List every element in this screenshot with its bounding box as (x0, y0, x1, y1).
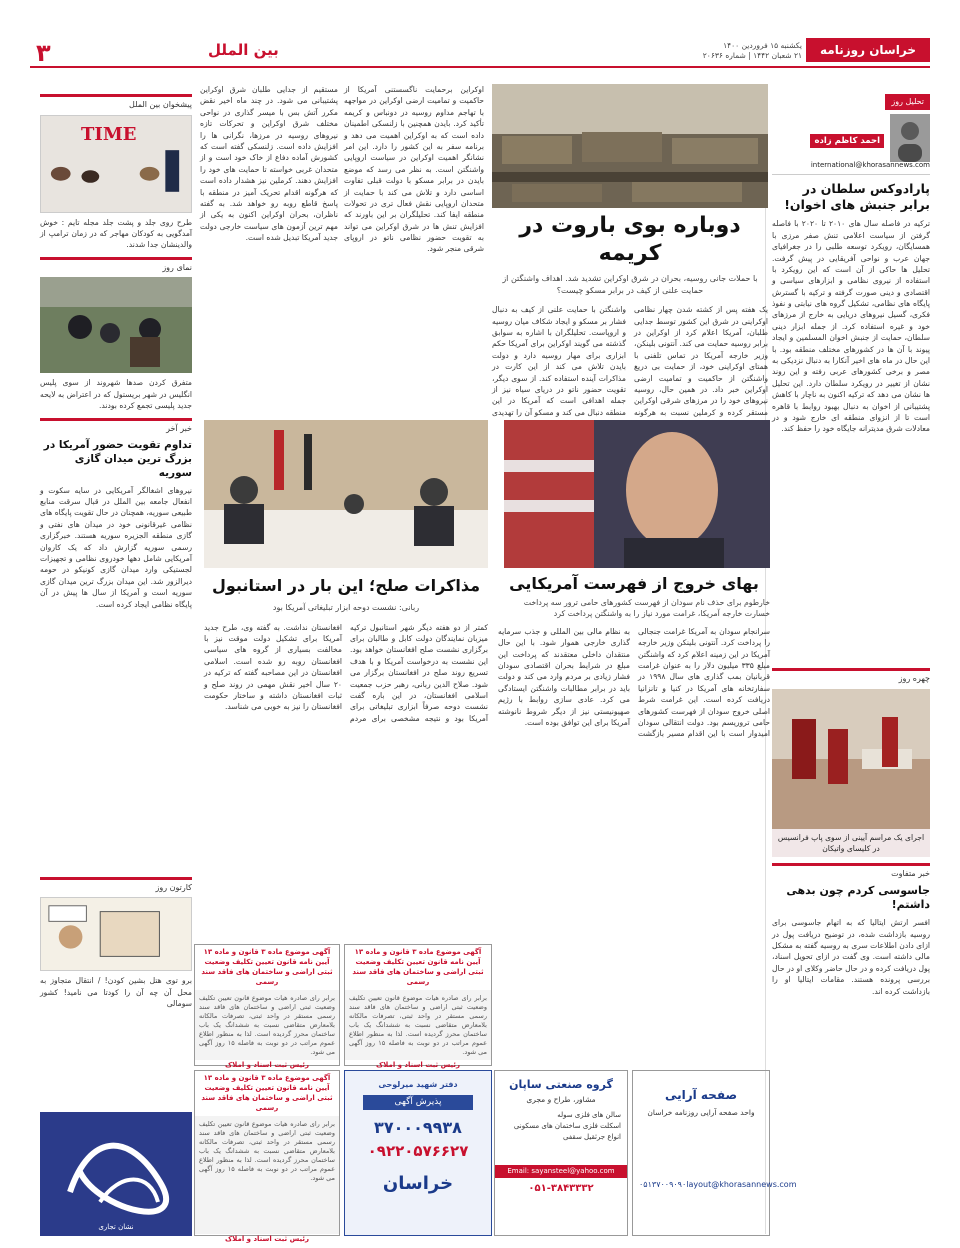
view-of-day-caption: متفرق کردن صدها شهروند از سوی پلیس انگلیس در شهر بریستول که در اعتراض به لایحه جدید پلیسی تجمع کرده بودند. (40, 378, 192, 411)
page-header (30, 34, 930, 81)
author-name: احمد کاظم زاده (810, 134, 884, 148)
time-caption: طرح روی جلد و پشت جلد مجله تایم : خوش آمدگویی به کودکان مهاجر که در زمان ترامپ از والدینشان جدا شدند. (40, 217, 192, 250)
pope-photo (772, 689, 930, 829)
column-3 (344, 84, 484, 398)
international-desk-label: پیشخوان بین الملل (40, 94, 192, 111)
column-world-news (40, 94, 192, 1009)
page-number: ۳ (36, 39, 51, 67)
main-story (492, 212, 768, 444)
column-4-body: مستقیم از جدایی طلبان شرق اوکراین پشتیبانی می شود. در چند ماه اخیر نقض مکرر آتش بس با میسر گذاری در نواحی مختلف شرق اوکراین و تحرکات تازه نیروهای روسیه در مرزها، نگرانی ها را افزایش داده است. زلنسکی گفته است که کشورش آماده دفاع از خاک خود است و از متحدان غربی خواسته تا حمایت های خود را افزایش دهند. کرملین نیز هشدار داده است که هرگونه اقدام تحریک آمیز در منطقه با پاسخ قاطع روبه رو خواهد شد. به گفته ناظران، بحران اوکراین اکنون به یکی از مهم ترین آزمون های سیاست خارجی دولت جدید آمریکا تبدیل شده است. (200, 85, 338, 243)
istanbul-headline: مذاکرات صلح؛ این بار در استانبول (212, 576, 480, 595)
person-icon (890, 114, 930, 162)
cartoon-label: کارتون روز (40, 877, 192, 894)
legal-notice-top-left: آگهی موضوع ماده ۳ قانون و ماده ۱۳ آیین نامه قانون تعیین تکلیف وضعیت ثبتی اراضی و ساختمان های فاقد سند رسمی برابر رای صادره هیات موضوع قانون تعیین تکلیف وضعیت ثبتی اراضی و ساختمان های فاقد سند رسمی مستقر در واحد ثبتی، تصرفات مالکانه بلامعارض متقاضی نسبت به ششدانگ یک باب ساختمان محرز گردیده است. لذا به منظور اطلاع عموم مراتب در دو نوبت به فاصله ۱۵ روز آگهی می شود. رئیس ثبت اسناد و املاک (194, 944, 340, 1066)
tanks-photo (492, 84, 768, 208)
different-news-title: جاسوسی کردم چون بدهی داشتم! (786, 883, 930, 912)
section-title: بین الملل (208, 41, 279, 59)
bristol-protest-photo (40, 277, 192, 373)
layout-phone: ۰۵۱۳۷۰۰۹۰۹۰ layout@khorasannews.com (639, 1180, 797, 1190)
sudan-body: سرانجام سودان به آمریکا غرامت جنجالی را پرداخت کرد. آنتونی بلینکن وزیر خارجه آمریکا در این زمینه اعلام کرد که واشنگتن مبلغ ۳۳۵ میلیون دلار را به عنوان غرامت قربانیان بمب گذاری های سال ۱۹۹۸ در سفارتخانه های آمریکا در کنیا و تانزانیا دریافت کرده است. این غرامت شرط اصلی خروج سودان از فهرست کشورهای حامی تروریسم بود. دولت انتقالی سودان امیدوار است با این اقدام مسیر بازگشت به نظام مالی بین المللی و جذب سرمایه گذاری خارجی هموار شود. با این حال منتقدان داخلی معتقدند که پرداخت این مبلغ در شرایط بحران اقتصادی سودان فشار زیادی بر مردم وارد می کند و دولت باید در برابر مطالبات واشنگتن ایستادگی می کرد. عادی سازی روابط با رژیم صهیونیستی نیز از دیگر شروط نانوشته آمریکا برای این توافق بوده است. (498, 626, 770, 739)
blinken-photo (504, 420, 770, 568)
view-of-day-label: نمای روز (40, 257, 192, 274)
issue-date: یکشنبه ۱۵ فروردین ۱۴۰۰ ۲۱ شعبان ۱۴۴۲ | شماره ۲۰۶۳۶ (702, 41, 802, 61)
analysis-title: پارادوکس سلطان در برابر جنبش های اخوان! (772, 174, 930, 215)
istanbul-meeting-photo (204, 420, 488, 568)
ad-phone-2: ۰۹۲۲۰۵۷۶۶۲۷ (367, 1141, 469, 1160)
time-magazine-cover (40, 115, 192, 213)
sudan-headline: بهای خروج از فهرست آمریکایی (509, 574, 759, 593)
magazine-title: TIME (81, 123, 137, 145)
different-news-body: افسر ارتش ایتالیا که به اتهام جاسوسی برای روسیه بازداشت شده، در توضیح دریافت پول در ازای دادن اطلاعات سری به روسیه گفته به مشکل مالی داشته است. وی گفت در ازای تحویل اسناد، پول دریافت کرده و در حال حاضر وکلای او در حال بررسی پرونده هستند. مقامات ایتالیا او را بازداشت کرده اند. (772, 918, 930, 996)
istanbul-body: کمتر از دو هفته دیگر شهر استانبول ترکیه میزبان نمایندگان دولت کابل و طالبان برای برگزاری نشست صلح افغانستان خواهد بود. این نشست به درخواست آمریکا و با هدف تسریع روند صلح در افغانستان برگزار می شود. صلاح الدین ربانی، رهبر حزب جمعیت اسلامی افغانستان، در این باره گفت نشست دوحه صرفاً ابزاری تبلیغاتی برای آمریکا بود و نتیجه مشخصی برای مردم افغانستان نداشت. به گفته وی، طرح جدید آمریکا برای تشکیل دولت موقت نیز با مخالفت بسیاری از گروه های سیاسی افغانستان روبه رو شده است. اسلامی افغانستان در این مصاحبه گفته که ترکیه در ۲۰ سال اخیر نقش مهمی در روند صلح و ثبات افغانستان داشته و ساختار حکومت افغانستان را نیز به خوبی می شناسد. (204, 622, 488, 723)
calligraphy-icon (40, 1112, 192, 1236)
istanbul-story (204, 576, 488, 940)
legal-notice-top-right: آگهی موضوع ماده ۳ قانون و ماده ۱۳ آیین نامه قانون تعیین تکلیف وضعیت ثبتی اراضی و ساختمان های فاقد سند رسمی برابر رای صادره هیات موضوع قانون تعیین تکلیف وضعیت ثبتی اراضی و ساختمان های فاقد سند رسمی مستقر در واحد ثبتی، تصرفات مالکانه بلامعارض متقاضی نسبت به ششدانگ یک باب ساختمان محرز گردیده است. لذا به منظور اطلاع عموم مراتب در دو نوبت به فاصله ۱۵ روز آگهی می شود. رئیس ثبت اسناد و املاک (344, 944, 492, 1066)
legal-notice-bottom-left: آگهی موضوع ماده ۳ قانون و ماده ۱۳ آیین نامه قانون تعیین تکلیف وضعیت ثبتی اراضی و ساختمان های فاقد سند رسمی برابر رای صادره هیات موضوع قانون تعیین تکلیف وضعیت ثبتی اراضی و ساختمان های فاقد سند رسمی مستقر در واحد ثبتی، تصرفات مالکانه بلامعارض متقاضی نسبت به ششدانگ یک باب ساختمان محرز گردیده است. لذا به منظور اطلاع عموم مراتب در دو نوبت به فاصله ۱۵ روز آگهی می شود. رئیس ثبت اسناد و املاک (194, 1070, 340, 1236)
last-news-title: تداوم تقویت حضور آمریکا در بزرگ ترین میدان گازی سوریه (43, 439, 192, 480)
khorasan-brand: خراسان (382, 1172, 454, 1194)
ad-office-box: دفتر شهید میرلوحی پذیرش آگهی ۳۷۰۰۰۹۹۳۸ ۰۹۲۲۰۵۷۶۶۲۷ خراسان (344, 1070, 492, 1236)
last-news-label: خبر آخر (40, 418, 192, 435)
face-of-day-caption: اجرای یک مراسم آیینی از سوی پاپ فرانسیس در کلیسای واتیکان (772, 829, 930, 857)
analysis-body: ترکیه در فاصله سال های ۲۰۱۰ تا ۲۰۲۰ با فاصله گرفتن از سیاست اعلامی تنش صفر مرزی با همسایگان، رویکرد توسعه طلبی را در جغرافیای جهان عرب و نواحی آفریقایی در پیش گرفت. تحلیل ها حاکی از آن است که این رویکرد با استفاده از نیروی نظامی و ابزارهای سیاسی و اقتصادی و دینی صورت گرفته و ترکیه با گسترش پایگاه های نظامی، تشکیل گروه های نیابتی و نفوذ فکری، گسیل نیروهای دریایی به خارج از مرزهای خود و غیره استفاده کرد. از جمله ابزار دینی سلطان، حمایت از جنبش اخوان المسلمین و ایجاد پیوند با آن ها در کشورهای مختلف منطقه بود. با این حال در ماه های اخیر آنکارا به دنبال نزدیکی به مصر و برخی کشورهای عربی رفته و این روند نشان از تغییر در رویکرد سلطان دارد. این تحلیل ها نشان می دهد که ترکیه اکنون به ناچار با کاهش پشتیبانی از اخوان به دنبال بهبود روابط با قاهره است تا از انزوای منطقه ای خارج شود و در معادلات شرق مدیترانه جایگاه خود را حفظ کند. (772, 219, 930, 434)
author-avatar (890, 114, 930, 162)
main-body: یک هفته پس از کشته شدن چهار نظامی اوکراینی در شرق این کشور توسط جدایی طلبان، آمریکا اعلام کرد از اوکراین در برابر روسیه حمایت می کند. آنتونی بلینکن، وزیر خارجه آمریکا در تماس تلفنی با همتای اوکراینی خود، از حمایت بی دریغ واشنگتن از حاکمیت و تمامیت ارضی اوکراین خبر داد. در همین حال، روسیه نیروهای خود را در مرزهای شرقی اوکراین مستقر کرده و کرملین نسبت به هرگونه واشنگتن با حمایت علنی از کیف به دنبال فشار بر مسکو و ایجاد شکاف میان روسیه و اروپاست. تحلیلگران با اشاره به سوابق گذشته می گویند اوکراین برای آمریکا حکم ابزاری برای مهار روسیه دارد و دولت بایدن تلاش می کند از این کارت در مذاکرات آینده استفاده کند. از سوی دیگر، تقویت حضور ناتو در دریای سیاه نیز از جمله اهدافی است که آمریکا در این منطقه دنبال می کند و مسکو آن را تهدیدی (492, 305, 768, 417)
author-email: international@khorasannews.com (810, 160, 930, 169)
column-4 (200, 84, 338, 398)
calligraphy-ad (40, 1112, 192, 1236)
different-news-label: خبر متفاوت (772, 863, 930, 880)
sudan-subtitle: خارطوم برای حذف نام سودان از فهرست کشورهای حامی ترور سه پرداخت خسارت خارجه آمریکا، غرامت مورد نیاز را به واشنگتن پرداخت کرد (523, 598, 770, 618)
cartoon-caption: برو توی هتل بشین کودن! / انتقال متجاوز به محل آن چه آن را کودتا می نامید! کشور سومالی (40, 976, 192, 1009)
layout-ad: صفحه آرایی واحد صفحه آرایی روزنامه خراسان ۰۵۱۳۷۰۰۹۰۹۰ layout@khorasannews.com (632, 1070, 770, 1236)
calligraphy-caption: نشان تجاری (98, 1222, 134, 1231)
last-news-body: نیروهای اشغالگر آمریکایی در سایه سکوت و انفعال جامعه بین الملل در قبال سرقت منابع طبیعی سوریه، همچنان در حال تقویت پایگاه های نظامی غیرقانونی خود در میدان های نفتی و گازی منطقه الجزیره سوریه هستند. خبرگزاری رسمی سوریه گزارش داد که یک کاروان آمریکایی شامل دهها خودروی نظامی و تجهیزات لجستیکی وارد میدان گازی کونیکو در حومه دیرالزور شد. این میدان بزرگ ترین میدان گازی سوریه است و آمریکا از سال ها پیش در آن پایگاه نظامی ایجاد کرده است. (40, 485, 192, 609)
column-3-body: اوکراین برحمایت ناگسستنی آمریکا از حاکمیت و تمامیت ارضی اوکراین در مواجهه با تهاجم مداوم روسیه در دونباس و کریمه تأکید کرد. بایدن همچنین با زلنسکی اطمینان داده است که به اوکراین اهمیت می دهد و برنامه سفر به این کشور را دارد. این امر نشانگر اهمیت اوکراین در سیاست اروپایی واشنگتن است. به نظر می رسد که موضع بایدن در برابر مسکو با دولت قبلی تفاوت اساسی دارد و تلاش می کند با حمایت از متحدان اروپایی نقش فعال تری در تحولات منطقه ایفا کند. تحلیلگران بر این باورند که افزایش تنش ها در شرق اوکراین می تواند به تقویت حضور نظامی ناتو در اروپای شرقی منجر شود. (344, 85, 484, 254)
ad-phone-1: ۳۷۰۰۰۹۹۳۸ (374, 1117, 462, 1137)
cartoon-image (40, 897, 192, 971)
main-subtitle: با حملات جانی روسیه، بحران در شرق اوکراین تشدید شد. اهداف واشنگتن از حمایت علنی از کیف در برابر مسکو چیست؟ (502, 274, 758, 295)
main-headline: دوباره بوی باروت در کریمه (519, 213, 741, 266)
istanbul-subtitle: ربانی: نشست دوحه ابزار تبلیغاتی آمریکا بود (272, 603, 420, 612)
face-of-day-label: چهره روز (772, 668, 930, 685)
newspaper-logo: خراسان روزنامه صبح ایران (806, 38, 930, 62)
analysis-label: تحلیل روز (885, 94, 930, 110)
sapan-ad: گروه صنعتی ساپان مشاور، طراح و مجری سالن های فلزی سوله اسکلت فلزی ساختمان های مسکونی انواع جرثقیل سقفی Email: sayansteel@yahoo.com ۰۵۱-۳۸۴۳۳۳۲ (494, 1070, 628, 1236)
column-analysis (772, 94, 930, 1075)
